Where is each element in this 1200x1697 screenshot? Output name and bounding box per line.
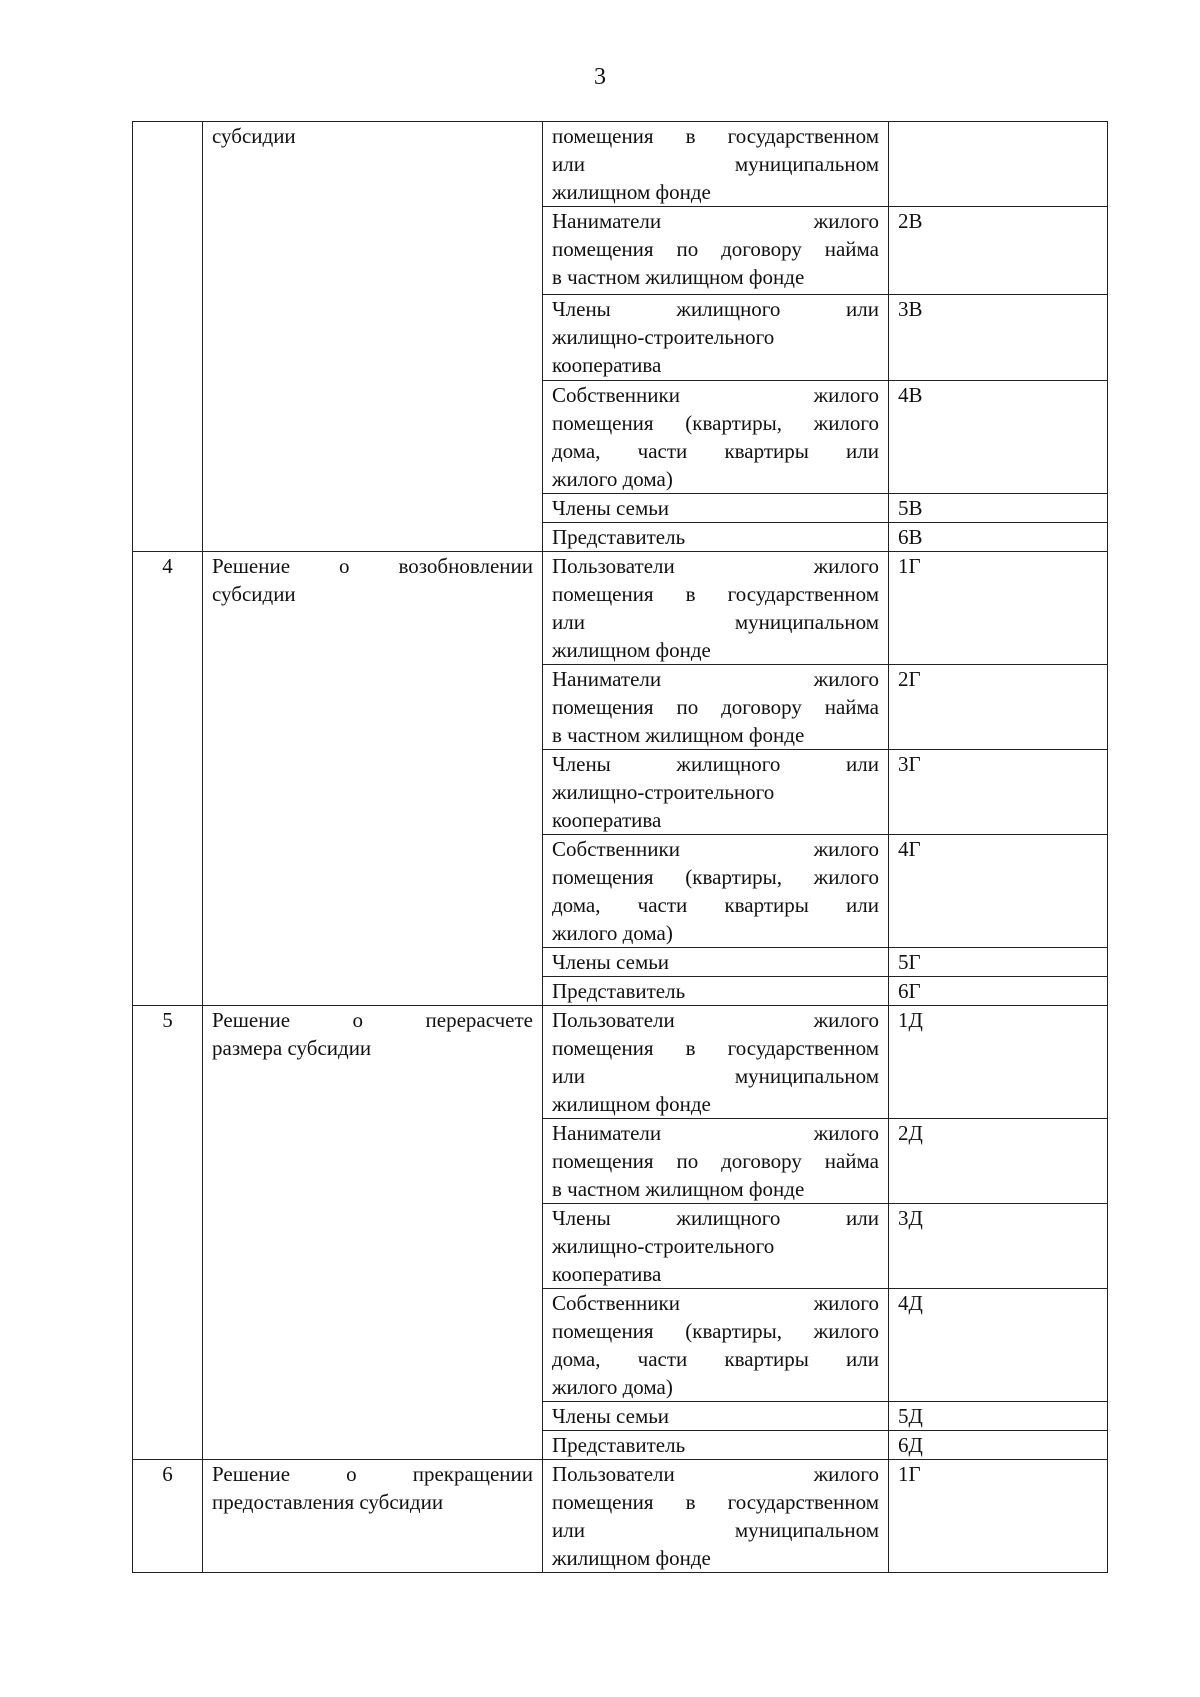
page-number: 3 [594,64,606,90]
category-cell-line: Пользователи жилого [552,1008,879,1032]
category-cell [543,1289,889,1402]
table-row [133,552,1108,665]
category-cell [543,381,889,494]
category-cell [543,1006,889,1119]
category-cell-line: Представитель [552,525,686,549]
category-cell-line: или муниципальном [552,610,879,634]
category-cell-line: жилого дома) [552,467,673,491]
category-cell-line: помещения (квартиры, жилого [552,865,879,889]
category-cell-line: Представитель [552,979,686,1003]
category-cell-line: или муниципальном [552,1518,879,1542]
category-cell [543,835,889,948]
category-cell [543,1431,889,1460]
category-cell [543,207,889,295]
code-cell: 1Г [889,1460,1108,1573]
code-cell: 1Г [889,552,1108,665]
recipients-table [132,121,1108,1573]
category-cell-line: жилого дома) [552,921,673,945]
category-cell [543,295,889,381]
code-cell: 6В [889,523,1108,552]
category-cell-line: жилищно-строительного [552,780,775,804]
category-cell-line: жилищном фонде [552,1546,711,1570]
category-cell-line: помещения в государственном [552,582,879,606]
code-cell: 2Д [889,1119,1108,1204]
category-cell-line: Члены семьи [552,496,670,520]
decision-cell-line: Решение о прекращении [212,1462,533,1486]
category-cell-line: жилищном фонде [552,638,711,662]
row-number: 4 [133,552,203,1006]
category-cell-line: жилищном фонде [552,180,711,204]
category-cell-line: Пользователи жилого [552,554,879,578]
table-row [133,1460,1108,1573]
category-cell-line: Члены жилищного или [552,752,879,776]
code-cell: 3Г [889,750,1108,835]
category-cell-line: жилищно-строительного [552,325,775,349]
category-cell-line: Собственники жилого [552,383,879,407]
decision-cell-line: размера субсидии [212,1036,372,1060]
category-cell-line: жилищно-строительного [552,1234,775,1258]
row-number: 5 [133,1006,203,1460]
row-number [133,122,203,552]
category-cell-line: жилого дома) [552,1375,673,1399]
category-cell-line: кооператива [552,353,662,377]
code-cell: 3В [889,295,1108,381]
code-cell: 2Г [889,665,1108,750]
decision-cell [203,1460,543,1573]
category-cell-line: кооператива [552,808,662,832]
category-cell-line: Собственники жилого [552,1291,879,1315]
category-cell [543,977,889,1006]
category-cell-line: помещения в государственном [552,124,879,148]
category-cell [543,1402,889,1431]
category-cell-line: Члены жилищного или [552,1206,879,1230]
code-cell: 6Г [889,977,1108,1006]
decision-cell [203,122,543,552]
category-cell-line: помещения (квартиры, жилого [552,1319,879,1343]
category-cell-line: в частном жилищном фонде [552,1177,805,1201]
category-cell-line: Наниматели жилого [552,667,879,691]
category-cell [543,122,889,207]
code-cell: 4Д [889,1289,1108,1402]
category-cell-line: в частном жилищном фонде [552,723,805,747]
decision-cell [203,1006,543,1460]
code-cell: 5Г [889,948,1108,977]
category-cell [543,750,889,835]
decision-cell-line: субсидии [212,124,296,148]
category-cell-line: помещения по договору найма [552,695,879,719]
code-cell: 2В [889,207,1108,295]
category-cell-line: Члены семьи [552,950,670,974]
category-cell-line: кооператива [552,1262,662,1286]
category-cell-line: дома, части квартиры или [552,439,879,463]
category-cell [543,948,889,977]
category-cell-line: Наниматели жилого [552,209,879,233]
code-cell [889,122,1108,207]
decision-cell-line: субсидии [212,582,296,606]
code-cell: 5Д [889,1402,1108,1431]
category-cell [543,1460,889,1573]
category-cell-line: Пользователи жилого [552,1462,879,1486]
decision-cell-line: Решение о возобновлении [212,554,533,578]
category-cell [543,1204,889,1289]
category-cell-line: помещения по договору найма [552,237,879,261]
category-cell-line: помещения в государственном [552,1490,879,1514]
category-cell-line: дома, части квартиры или [552,893,879,917]
category-cell-line: Представитель [552,1433,686,1457]
code-cell: 4Г [889,835,1108,948]
code-cell: 1Д [889,1006,1108,1119]
category-cell-line: дома, части квартиры или [552,1347,879,1371]
decision-cell [203,552,543,1006]
category-cell-line: Члены жилищного или [552,297,879,321]
category-cell-line: помещения в государственном [552,1036,879,1060]
code-cell: 3Д [889,1204,1108,1289]
category-cell [543,1119,889,1204]
row-number: 6 [133,1460,203,1573]
category-cell [543,665,889,750]
category-cell-line: Наниматели жилого [552,1121,879,1145]
category-cell [543,523,889,552]
table-row [133,1006,1108,1119]
category-cell-line: жилищном фонде [552,1092,711,1116]
category-cell [543,494,889,523]
code-cell: 5В [889,494,1108,523]
category-cell-line: в частном жилищном фонде [552,265,805,289]
code-cell: 4В [889,381,1108,494]
decision-cell-line: предоставления субсидии [212,1490,444,1514]
category-cell-line: Члены семьи [552,1404,670,1428]
decision-cell-line: Решение о перерасчете [212,1008,533,1032]
category-cell-line: или муниципальном [552,152,879,176]
table-row [133,122,1108,207]
category-cell [543,552,889,665]
category-cell-line: помещения (квартиры, жилого [552,411,879,435]
category-cell-line: или муниципальном [552,1064,879,1088]
code-cell: 6Д [889,1431,1108,1460]
category-cell-line: Собственники жилого [552,837,879,861]
category-cell-line: помещения по договору найма [552,1149,879,1173]
